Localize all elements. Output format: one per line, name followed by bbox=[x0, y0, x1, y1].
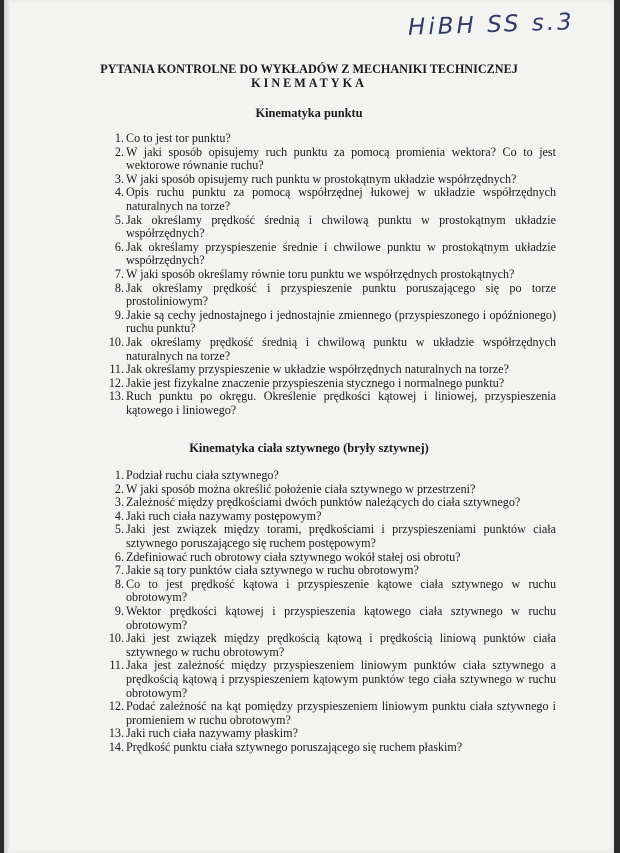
question-item bbox=[106, 564, 556, 578]
question-text: Podział ruchu ciała sztywnego? bbox=[126, 468, 279, 482]
question-number: 13. bbox=[108, 389, 124, 404]
question-text: Co to jest tor punktu? bbox=[126, 131, 231, 145]
question-number: 14. bbox=[108, 739, 124, 754]
question-text: Jaki jest związek między prędkością kątową i prędkością liniową punktów ciała sztywnego w ruchu obrotowym? bbox=[126, 631, 556, 659]
question-text: Jak określamy przyspieszenie średnie i chwilowe punktu w prostokątnym układzie współrzędnych? bbox=[126, 239, 556, 268]
question-text: Jak określamy prędkość średnią i chwilową punktu w prostokątnym układzie współrzędnych? bbox=[126, 212, 556, 241]
question-text: Jaki ruch ciała nazywamy postępowym? bbox=[126, 508, 322, 523]
question-item bbox=[106, 510, 556, 524]
question-item bbox=[106, 727, 556, 741]
question-item bbox=[106, 186, 556, 213]
handwritten-note: HiBH SS s.3 bbox=[407, 9, 576, 41]
question-item bbox=[106, 268, 556, 282]
question-number: 13. bbox=[108, 726, 124, 741]
question-number: 5. bbox=[114, 522, 124, 537]
question-text: Jak określamy przyspieszenie w układzie współrzędnych naturalnych na torze? bbox=[126, 362, 509, 377]
question-item bbox=[106, 336, 556, 363]
document-title-line2: KINEMATYKA bbox=[251, 76, 367, 90]
question-number: 2. bbox=[114, 144, 124, 159]
question-number: 10. bbox=[108, 334, 124, 349]
question-item bbox=[106, 214, 556, 241]
question-item bbox=[106, 700, 556, 727]
question-text: Zależność między prędkościami dwóch punktów należących do ciała sztywnego? bbox=[126, 495, 521, 510]
question-text: W jaki sposób opisujemy ruch punktu za pomocą promienia wektora? Co to jest wektorowe równanie ruchu? bbox=[126, 144, 556, 173]
question-text: Podać zależność na kąt pomiędzy przyspieszeniem liniowym punktu ciała sztywnego i promieniem w ruchu obrotowym? bbox=[126, 699, 556, 727]
question-item bbox=[106, 605, 556, 632]
question-number: 3. bbox=[114, 495, 124, 510]
question-item bbox=[106, 377, 556, 391]
question-number: 7. bbox=[114, 266, 124, 281]
question-item bbox=[106, 146, 556, 173]
question-number: 11. bbox=[109, 362, 124, 377]
question-number: 11. bbox=[109, 658, 124, 673]
document-title bbox=[4, 62, 614, 90]
question-number: 1. bbox=[114, 131, 124, 145]
question-text: Jakie są cechy jednostajnego i jednostajnie zmiennego (przyspieszonego i opóźnionego) ruchu punktu? bbox=[126, 307, 556, 336]
question-item bbox=[106, 363, 556, 377]
question-number: 8. bbox=[114, 576, 124, 591]
question-number: 9. bbox=[114, 603, 124, 618]
question-text: Jaki ruch ciała nazywamy płaskim? bbox=[126, 726, 298, 741]
question-number: 9. bbox=[114, 307, 124, 322]
question-list-kinematyka-ciala-sztywnego bbox=[106, 469, 556, 754]
question-item bbox=[106, 659, 556, 700]
question-item bbox=[106, 496, 556, 510]
question-item bbox=[106, 741, 556, 755]
section-title-kinematyka-punktu: Kinematyka punktu bbox=[255, 106, 363, 120]
question-text: Jak określamy prędkość średnią i chwilową punktu w układzie współrzędnych naturalnych na torze? bbox=[126, 334, 556, 363]
question-item bbox=[106, 632, 556, 659]
question-item bbox=[106, 469, 556, 483]
question-text: W jaki sposób można określić położenie ciała sztywnego w przestrzeni? bbox=[126, 481, 476, 496]
question-item bbox=[106, 309, 556, 336]
question-number: 12. bbox=[108, 375, 124, 390]
question-item bbox=[106, 173, 556, 187]
question-number: 12. bbox=[108, 699, 124, 714]
question-text: Ruch punktu po okręgu. Określenie prędkości kątowej i liniowej, przyspieszenia kątowego i liniowego? bbox=[126, 389, 556, 417]
question-item bbox=[106, 578, 556, 605]
question-text: Prędkość punktu ciała sztywnego poruszającego się ruchem płaskim? bbox=[126, 739, 463, 754]
document-title-line1: PYTANIA KONTROLNE DO WYKŁADÓW Z MECHANIKI TECHNICZNEJ bbox=[100, 62, 518, 76]
question-item bbox=[106, 390, 556, 417]
question-item bbox=[106, 551, 556, 565]
question-number: 6. bbox=[114, 239, 124, 254]
question-number: 5. bbox=[114, 212, 124, 227]
question-number: 10. bbox=[108, 631, 124, 646]
question-number: 8. bbox=[114, 280, 124, 295]
question-number: 1. bbox=[114, 468, 124, 482]
question-text: Jaki jest związek między torami, prędkościami i przyspieszeniami punktów ciała sztywnego poruszającego się ruchem postępowym? bbox=[126, 522, 556, 550]
question-list-kinematyka-punktu bbox=[106, 132, 556, 417]
question-number: 2. bbox=[114, 481, 124, 496]
question-text: W jaki sposób określamy równie toru punktu we współrzędnych prostokątnych? bbox=[126, 266, 515, 281]
question-item bbox=[106, 132, 556, 146]
question-text: Wektor prędkości kątowej i przyspieszenia kątowego ciała sztywnego w ruchu obrotowym? bbox=[126, 603, 556, 632]
page-edge-shadow bbox=[4, 0, 10, 853]
question-item bbox=[106, 282, 556, 309]
question-text: Zdefiniować ruch obrotowy ciała sztywnego wokół stałej osi obrotu? bbox=[126, 549, 461, 564]
question-text: W jaki sposób opisujemy ruch punktu w prostokątnym układzie współrzędnych? bbox=[126, 171, 517, 186]
question-number: 6. bbox=[114, 549, 124, 564]
question-number: 3. bbox=[114, 171, 124, 186]
question-text: Jakie są tory punktów ciała sztywnego w ruchu obrotowym? bbox=[126, 563, 419, 578]
question-text: Opis ruchu punktu za pomocą współrzędnej łukowej w układzie współrzędnych naturalnych na torze? bbox=[126, 185, 556, 213]
question-item bbox=[106, 523, 556, 550]
question-text: Jak określamy prędkość i przyspieszenie punktu poruszającego się po torze prostoliniowym? bbox=[126, 280, 556, 309]
question-number: 4. bbox=[114, 185, 124, 200]
question-text: Jakie jest fizykalne znaczenie przyspieszenia stycznego i normalnego punktu? bbox=[126, 375, 505, 390]
question-item bbox=[106, 483, 556, 497]
question-text: Co to jest prędkość kątowa i przyspieszenie kątowe ciała sztywnego w ruchu obrotowym? bbox=[126, 576, 556, 605]
question-text: Jaka jest zależność między przyspieszeniem liniowym punktów ciała sztywnego a prędkością kątową i przyspieszeniem kątowym punktów tego ciała sztywnego w ruchu obrotowym? bbox=[126, 658, 556, 700]
document-page bbox=[4, 0, 614, 853]
question-number: 7. bbox=[114, 563, 124, 578]
question-number: 4. bbox=[114, 508, 124, 523]
section-title-kinematyka-ciala-sztywnego: Kinematyka ciała sztywnego (bryły sztywnej) bbox=[189, 441, 429, 455]
question-item bbox=[106, 241, 556, 268]
